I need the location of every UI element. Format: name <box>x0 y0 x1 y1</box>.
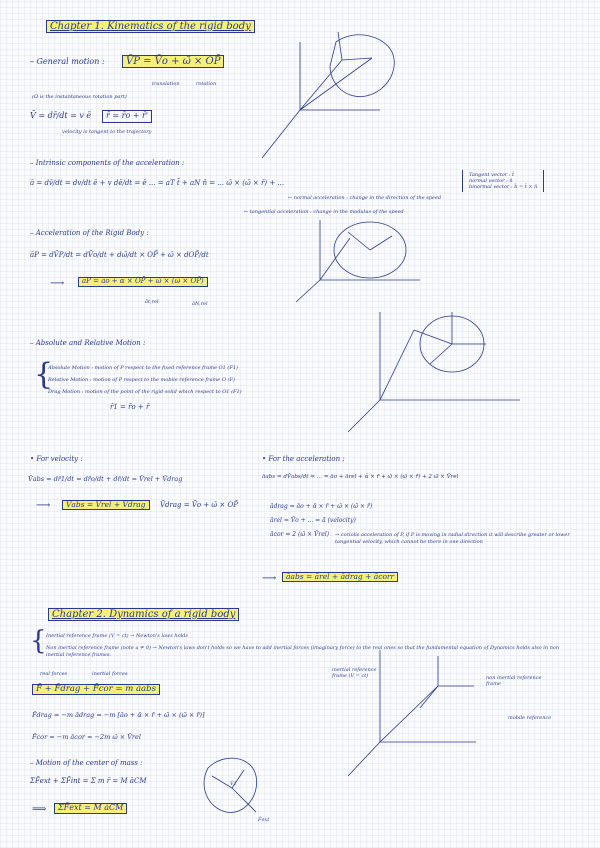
arrow-icon: ⟶ <box>36 500 51 511</box>
normal-accel-note: ← normal acceleration : change in the direction of the speed <box>288 195 442 201</box>
diagram-label-inertial: inertial reference frame (V = ct) <box>332 667 377 679</box>
drag-motion-text: Drag Motion : motion of the point of the rigid solid which respect to O1 (F1) <box>48 389 242 395</box>
velocity-drag-equation: V̄drag = V̄o + ω̄ × OP̄ <box>160 501 238 509</box>
diagram-label-mobile: mobile reference <box>508 715 552 721</box>
velocity-note: velocity is tangent to the trajectory <box>62 129 152 135</box>
position-equation: r̄1 = r̄o + r̄ <box>110 403 150 411</box>
absolute-motion-text: Absolute Motion : motion of P respect to the fixed reference frame O1 (F1) <box>48 365 238 371</box>
diagram-label-fext: F̄ext <box>258 817 270 823</box>
acc-rigid-annotation-tangential: āt,rel <box>145 299 159 305</box>
absolute-relative-label: – Absolute and Relative Motion : <box>30 339 146 347</box>
intrinsic-label: – Intrinsic components of the acceleration : <box>30 159 185 167</box>
coriolis-force-equation: F̄cor = −m ācor = −2m ω̄ × V̄rel <box>32 733 141 741</box>
dynamics-box: F̄ + F̄drag + F̄cor = m āabs <box>32 684 160 695</box>
center-of-mass-box: ΣF̄ext = M āCM <box>54 803 127 814</box>
acc-rigid-equation: āP = dV̄P/dt = dV̄o/dt + dω̄/dt × OP̄ + ω̄ × dOP̄/dt <box>30 251 209 259</box>
velocity-box: r̄ = r̄o + r̄' <box>102 110 152 123</box>
translation-label: translation <box>152 81 180 87</box>
rotation-label: rotation <box>196 81 217 87</box>
accel-drag-equation: ādrag = āo + ᾱ × r̄ + ω̄ × (ω̄ × r̄) <box>270 503 373 510</box>
non-inertial-frame-text: Non inertial reference frame (note a ≠ 0) → Newton's laws don't holds so we have to add inertial forces (imaginary force) to the real ones so that the fundamental equation of Dynamics holds also in non inertial reference frames. <box>46 645 560 658</box>
accel-abs-equation: āabs = dV̄abs/dt = ... = āo + ārel + ᾱ × r̄ + ω̄ × (ω̄ × r̄) + 2 ω̄ × V̄rel <box>262 474 459 480</box>
tangent-vector-note: Tangent vector : t̄ <box>469 172 514 178</box>
center-of-mass-equation: ΣF̄ext + ΣF̄int = Σ m r̈ = M āCM <box>30 777 147 785</box>
real-forces-label: real forces <box>40 671 68 677</box>
arrow-icon: ⟶ <box>50 278 65 289</box>
implies-icon: ⟹ <box>32 804 47 815</box>
velocity-equation: V̄ = dr̄/dt = v ē <box>30 111 92 120</box>
drag-force-equation: F̄drag = −m ādrag = −m [āo + ᾱ × r̄ + ω̄ × (ω̄ × r̄)] <box>32 711 205 719</box>
reference-frames-diagram <box>348 650 476 776</box>
body-forces-diagram <box>204 758 257 812</box>
general-motion-equation: V̄P = V̄o + ω̄ × OP̄ <box>122 55 224 68</box>
coriolis-note: → coriolis acceleration of P, if P is moving in radial direction it will describe greater or lower tangential velocity, which cannot be there in one direction <box>335 532 570 545</box>
general-motion-label: – General motion : <box>30 57 105 66</box>
acceleration-section-label: • For the acceleration : <box>262 455 345 463</box>
chapter1-title: Chapter 1. Kinematics of the rigid body <box>46 20 255 33</box>
velocity-abs-equation: V̄abs = dr̄1/dt = dr̄o/dt + dr̄/dt = V̄rel + V̄drag <box>28 475 183 483</box>
chapter2-title: Chapter 2. Dynamics of a rigid body <box>48 608 239 621</box>
arrow-icon: ⟶ <box>262 573 277 584</box>
diagram-label-v1: V̄1 <box>230 781 237 787</box>
binormal-vector-note: binormal vector : b̄ = t̄ × n̄ <box>469 184 538 190</box>
acc-rigid-box: āP = āo + ᾱ × OP̄ + ω̄ × (ω̄ × OP̄) <box>78 277 208 287</box>
intrinsic-equation: ā = dv̄/dt = dv/dt ē + v dē/dt = ē ... = aT t̄ + aN n̄ = ... ω̄ × (ω̄ × r̄) + ... <box>30 179 285 187</box>
velocity-abs-box: V̄abs = V̄rel + V̄drag <box>62 500 150 510</box>
center-of-mass-label: – Motion of the center of mass : <box>30 759 143 767</box>
accel-rel-equation: ārel = V̄o + ... = ā (velocity) <box>270 517 356 524</box>
tangential-accel-note: ← tangential acceleration : change in the modulus of the speed <box>244 209 404 215</box>
rigid-body-diagram-1 <box>262 32 394 158</box>
acc-rigid-label: – Acceleration of the Rigid Body : <box>30 229 149 237</box>
inertial-frame-text: Inertial reference frame (V = ct) → Newton's laws holds <box>46 633 188 639</box>
relative-motion-text: Relative Motion : motion of P respect to the mobile reference frame O (F) <box>48 377 235 383</box>
relative-motion-diagram <box>348 312 520 432</box>
instantaneous-note: (Ω is the instantaneous rotation part) <box>32 94 127 100</box>
normal-vector-note: normal vector : n̄ <box>469 178 513 184</box>
inertial-forces-label: inertial forces <box>92 671 128 677</box>
left-brace: { <box>34 357 54 392</box>
coriolis-equation: ācor = 2 (ω̄ × V̄rel) <box>270 531 330 538</box>
accel-abs-box: āabs = ārel + ādrag + ācorr <box>282 572 398 582</box>
velocity-section-label: • For velocity : <box>30 455 83 463</box>
rigid-body-diagram-2 <box>296 220 420 302</box>
left-brace: { <box>30 626 47 656</box>
acc-rigid-annotation-normal: āN,rel <box>192 301 208 307</box>
diagram-label-non-inertial: non inertial reference frame <box>486 675 542 687</box>
